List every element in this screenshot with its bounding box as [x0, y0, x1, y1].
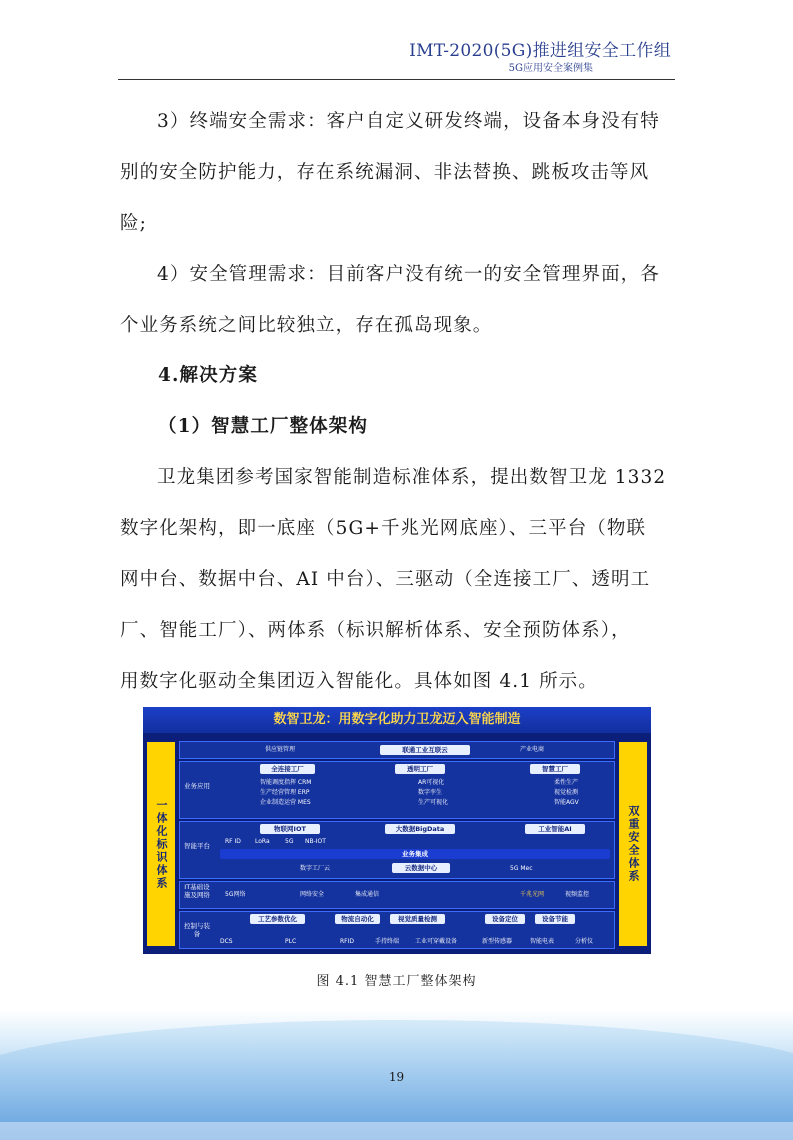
top-chip: 联通工业互联云 — [380, 745, 470, 755]
business-item: AR可视化 — [418, 779, 445, 786]
infra-item: 千兆光网 — [520, 891, 545, 898]
platform-chip: 大数据BigData — [385, 824, 455, 834]
infra-row — [179, 881, 615, 909]
business-item: 视觉检测 — [554, 789, 579, 796]
control-bottom: 智能电表 — [530, 938, 555, 945]
architecture-figure — [143, 707, 651, 954]
top-item: 产业电商 — [520, 746, 545, 753]
text-line: 数字化架构，即一底座（5G+千兆光网底座）、三平台（物联 — [120, 518, 647, 539]
left-bar-identification-system: 一体化标识体系 — [147, 742, 175, 946]
row-label: IT基础设施及网络 — [184, 883, 210, 899]
control-bottom: 手持终端 — [375, 938, 400, 945]
text-line: 个业务系统之间比较独立，存在孤岛现象。 — [120, 315, 493, 336]
header-subtitle: 5G应用安全案例集 — [508, 63, 593, 74]
control-row — [179, 911, 615, 949]
business-item: 柔性生产 — [554, 779, 579, 786]
control-chip: 工艺参数优化 — [250, 914, 305, 924]
control-chip: 设备节能 — [535, 914, 575, 924]
top-item: 供应链管理 — [265, 746, 296, 753]
header-title: IMT-2020(5G)推进组安全工作组 — [409, 41, 671, 61]
top-row — [179, 741, 615, 759]
text-line: 厂、智能工厂）、两体系（标识解析体系、安全预防体系）， — [120, 620, 631, 641]
platform-chip: 物联网IOT — [260, 824, 320, 834]
business-item: 生产经营管理 ERP — [260, 789, 310, 796]
platform-right: 5G Mec — [510, 865, 533, 872]
text-line: 3）终端安全需求：客户自定义研发终端，设备本身没有特 — [157, 111, 660, 132]
infra-item: 5G网络 — [225, 891, 246, 898]
control-chip: 物流自动化 — [335, 914, 380, 924]
infra-item: 网络安全 — [300, 891, 325, 898]
row-label: 控制与装备 — [184, 922, 210, 938]
platform-row — [179, 821, 615, 879]
heading-architecture: （1）智慧工厂整体架构 — [158, 416, 368, 437]
business-chip: 透明工厂 — [395, 764, 445, 774]
text-line: 别的安全防护能力，存在系统漏洞、非法替换、跳板攻击等风 — [120, 162, 650, 183]
business-chip: 全连接工厂 — [260, 764, 315, 774]
row-label: 智能平台 — [184, 842, 210, 850]
paragraph-architecture — [120, 452, 673, 707]
figure-caption: 图 4.1 智慧工厂整体架构 — [316, 974, 477, 989]
control-chip: 视觉质量检测 — [390, 914, 445, 924]
text-line: 卫龙集团参考国家智能制造标准体系，提出数智卫龙 1332 — [157, 467, 667, 488]
platform-small: RF ID — [225, 838, 241, 845]
text-line: 4）安全管理需求：目前客户没有统一的安全管理界面，各 — [157, 264, 660, 285]
heading-solution: 4.解决方案 — [158, 365, 258, 386]
infra-item: 视频监控 — [565, 891, 590, 898]
platform-left: 数字工厂云 — [300, 865, 331, 872]
infra-item: 集成通信 — [355, 891, 380, 898]
platform-small: NB-IOT — [305, 838, 326, 845]
business-item: 企业制造运营 MES — [260, 799, 311, 806]
subsection-heading — [158, 401, 711, 452]
paragraph-terminal-security — [120, 96, 673, 249]
platform-chip: 工业智能AI — [525, 824, 585, 834]
platform-small: LoRa — [255, 838, 270, 845]
figure-title: 数智卫龙：用数字化助力卫龙迈入智能制造 — [143, 707, 651, 733]
platform-small: 5G — [285, 838, 294, 845]
platform-center: 云数据中心 — [392, 863, 450, 873]
control-bottom: 新型传感器 — [482, 938, 513, 945]
header-rule — [118, 79, 675, 80]
business-item: 生产可视化 — [418, 799, 449, 806]
right-bar-security-system: 双重安全体系 — [619, 742, 647, 946]
control-bottom: 分析仪 — [575, 938, 594, 945]
control-chip: 设备定位 — [485, 914, 525, 924]
business-item: 智能AGV — [554, 799, 579, 806]
text-line: 险; — [120, 213, 147, 234]
page-number: 19 — [388, 1070, 405, 1084]
page-footer-decoration — [0, 1010, 793, 1122]
control-bottom: DCS — [220, 938, 233, 945]
row-label: 业务应用 — [184, 782, 210, 790]
platform-band: 业务集成 — [220, 849, 610, 859]
control-bottom: PLC — [285, 938, 297, 945]
control-bottom: RFID — [340, 938, 355, 945]
business-chip: 智慧工厂 — [530, 764, 580, 774]
business-item: 智能调度指挥 CRM — [260, 779, 312, 786]
text-line: 用数字化驱动全集团迈入智能化。具体如图 4.1 所示。 — [120, 671, 598, 692]
business-row — [179, 761, 615, 819]
business-item: 数字孪生 — [418, 789, 443, 796]
control-bottom: 工业可穿戴设备 — [415, 938, 458, 945]
text-line: 网中台、数据中台、AI 中台）、三驱动（全连接工厂、透明工 — [120, 569, 651, 590]
section-heading — [158, 350, 711, 401]
page-header — [409, 40, 671, 76]
paragraph-security-management — [120, 249, 673, 351]
